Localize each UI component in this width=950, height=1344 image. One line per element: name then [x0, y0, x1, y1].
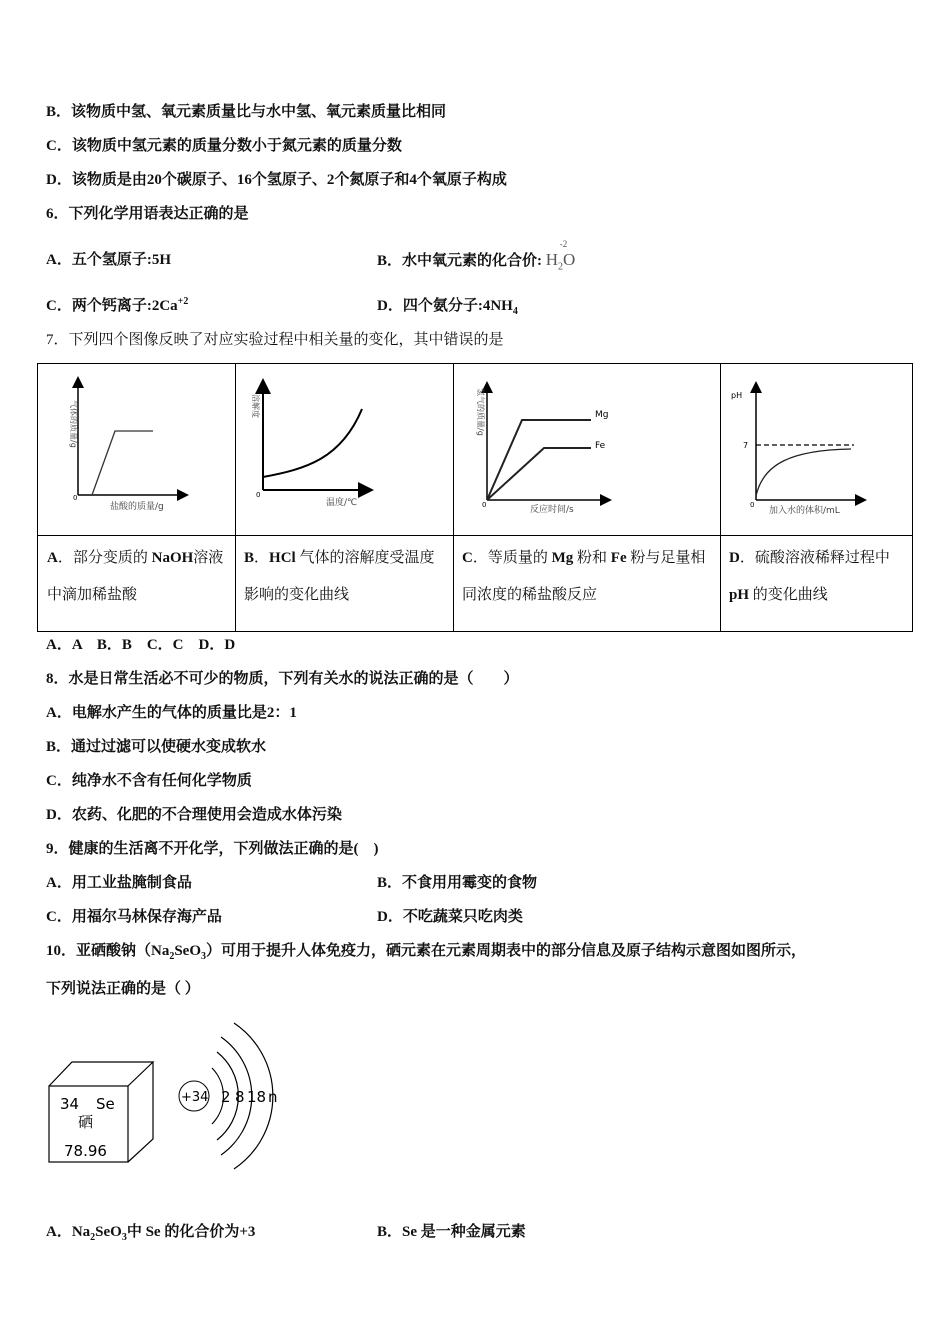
q9-option-c: C．用福尔马林保存海产品 [46, 909, 222, 925]
svg-text:pH: pH [731, 391, 743, 400]
curve [92, 431, 153, 495]
svg-text:2: 2 [221, 1088, 231, 1106]
svg-text:溶解度: 溶解度 [251, 394, 260, 418]
q7-graph-table [37, 363, 913, 632]
svg-text:加入水的体积/mL: 加入水的体积/mL [769, 506, 840, 516]
svg-text:78.96: 78.96 [64, 1142, 107, 1160]
graph-c [454, 364, 720, 535]
svg-text:8: 8 [235, 1088, 245, 1106]
q9-option-b: B．不食用用霉变的食物 [377, 875, 538, 891]
mg-line [487, 420, 591, 500]
svg-text:硒: 硒 [78, 1113, 94, 1131]
q9-option-a: A．用工业盐腌制食品 [46, 875, 192, 891]
svg-text:气体的质量/g: 气体的质量/g [69, 400, 78, 448]
graph-b [236, 364, 453, 535]
svg-text:0: 0 [73, 494, 78, 502]
svg-text:+34: +34 [181, 1090, 209, 1105]
q10-option-a: A．$Na_2SeO_3$中 Se 的化合价为+3 [46, 1224, 256, 1243]
q10-option-b: B．Se 是一种金属元素 [377, 1224, 526, 1240]
q8-stem: 8．水是日常生活必不可少的物质，下列有关水的说法正确的是（ ） [46, 671, 519, 687]
q6-option-c: C．两个钙离子$:2Ca^{+2}$ [46, 296, 189, 314]
q6-option-b: B．水中氧元素的化合价: $H_2O$ -2 [377, 239, 576, 273]
svg-text:n: n [268, 1088, 278, 1106]
svg-text:Mg: Mg [595, 410, 609, 420]
svg-text:0: 0 [482, 501, 487, 509]
q5-option-b: B．该物质中氢、氧元素质量比与水中氢、氧元素质量比相同 [46, 104, 447, 120]
q9-stem: 9．健康的生活离不开化学，下列做法正确的是( ) [46, 841, 379, 857]
svg-text:氢气的质量/g: 氢气的质量/g [476, 388, 485, 436]
selenium-figure [40, 1015, 290, 1175]
q8-option-a: A．电解水产生的气体的质量比是2：1 [46, 705, 297, 721]
q10-stem: 10．亚硒酸钠$(Na_2SeO_3)$可用于提升人体免疫力，硒元素在元素周期表中的部分信息及原子结构示意图如图所示， [46, 943, 807, 962]
svg-text:0: 0 [750, 501, 755, 509]
q5-option-c: C．该物质中氢元素的质量分数小于氮元素的质量分数 [46, 138, 402, 154]
svg-text:0: 0 [256, 491, 261, 499]
q6-option-a: A．五个氢原子:5H [46, 252, 171, 268]
svg-text:34: 34 [60, 1095, 80, 1113]
svg-text:18: 18 [247, 1088, 267, 1106]
q6-stem: 6．下列化学用语表达正确的是 [46, 206, 249, 222]
q8-option-d: D．农药、化肥的不合理使用会造成水体污染 [46, 807, 342, 823]
q10-stem-line2: 下列说法正确的是（ ） [46, 981, 200, 997]
q8-option-b: B．通过过滤可以使硬水变成软水 [46, 739, 267, 755]
caption-a: A．部分变质的 NaOH溶液中滴加稀盐酸 [47, 550, 224, 603]
q5-option-d: D．该物质是由20个碳原子、16个氢原子、2个氮原子和4个氧原子构成 [46, 172, 507, 188]
graph-a [38, 364, 235, 535]
svg-text:盐酸的质量/g: 盐酸的质量/g [110, 502, 164, 512]
q9-option-d: D．不吃蔬菜只吃肉类 [377, 909, 523, 925]
curve [263, 409, 362, 477]
caption-c: C．等质量的 Mg 粉和 Fe 粉与足量相同浓度的稀盐酸反应 [462, 550, 706, 603]
svg-text:Fe: Fe [595, 441, 606, 451]
svg-text:7: 7 [743, 441, 749, 450]
curve [756, 449, 851, 496]
q6-option-d: D．四个氨分子$:4NH_4$ [377, 298, 518, 317]
fe-line [487, 448, 591, 500]
svg-text:Se: Se [96, 1095, 115, 1113]
svg-text:反应时间/s: 反应时间/s [530, 505, 574, 515]
h2o-formula: $H_2O$ -2 [545, 239, 576, 273]
q8-option-c: C．纯净水不含有任何化学物质 [46, 773, 252, 789]
q7-answers: A．A B．B C．C D．D [46, 637, 236, 653]
caption-d: D．硫酸溶液稀释过程中 pH 的变化曲线 [729, 550, 890, 603]
svg-text:温度/℃: 温度/℃ [326, 498, 358, 508]
q7-stem: 7．下列四个图像反映了对应实验过程中相关量的变化，其中错误的是 [46, 332, 504, 348]
graph-d [721, 364, 914, 535]
caption-b: B．HCl 气体的溶解度受温度影响的变化曲线 [244, 550, 435, 603]
